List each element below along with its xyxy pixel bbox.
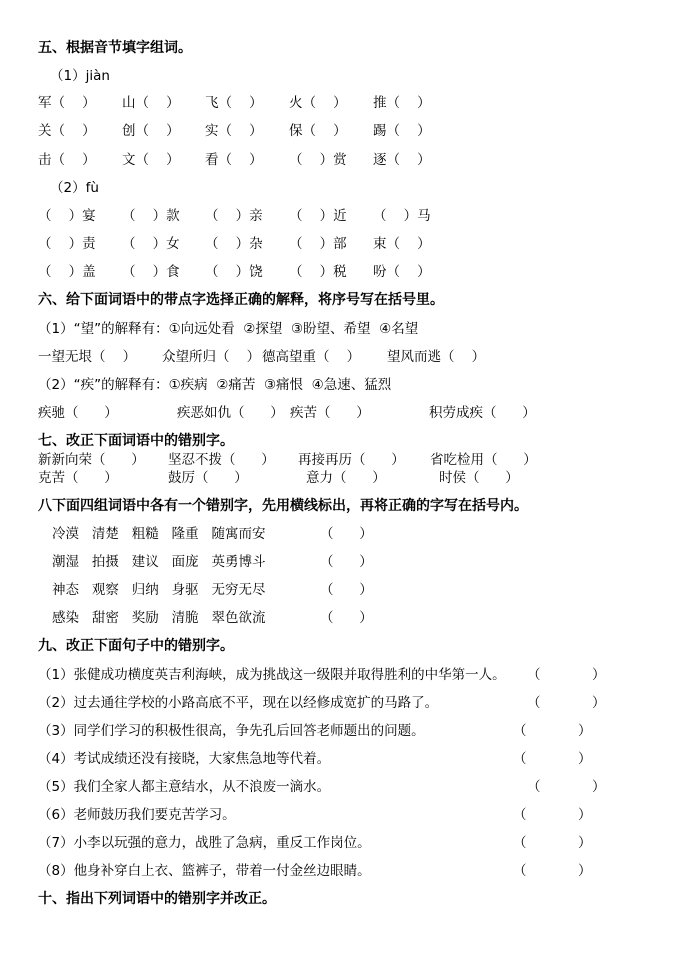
fill-cell: 实（ ） <box>205 123 263 139</box>
word-group: 冷漠 清楚 粗糙 隆重 随寓而安 <box>52 526 266 542</box>
fill-cell: 飞（ ） <box>205 95 263 111</box>
fill-cell: 逐（ ） <box>373 152 431 168</box>
fill-cell: 山（ ） <box>122 95 180 111</box>
answer-item: 新新向荣（ ） <box>38 452 145 468</box>
answer-item: 积劳成疾（ ） <box>429 405 536 421</box>
fill-cell: 踢（ ） <box>373 123 431 139</box>
fill-cell: （ ）亲 <box>205 208 263 224</box>
answer-item: 疾恶如仇（ ） <box>177 405 284 421</box>
answer-item: 疾苦（ ） <box>290 405 370 421</box>
word-group: 神态 观察 归纳 身驱 无穷无尽 <box>52 582 266 598</box>
fill-cell: （ ）女 <box>122 236 180 252</box>
section-9-heading: 九、改正下面句子中的错别字。 <box>38 638 234 654</box>
answer-paren: （ ） <box>320 554 373 570</box>
sentence-item: （2）过去通往学校的小路高底不平，现在以经修成宽扩的马路了。 <box>38 695 439 711</box>
fill-cell: （ ）食 <box>122 264 180 280</box>
fill-cell: （ ）杂 <box>205 236 263 252</box>
fill-cell: 创（ ） <box>122 123 180 139</box>
fill-cell: （ ）款 <box>122 208 180 224</box>
fill-cell: 关（ ） <box>38 123 96 139</box>
section-6-q2: （2）“疾”的解释有：①疾病 ②痛苦 ③痛恨 ④急速、猛烈 <box>38 377 392 393</box>
sentence-item: （5）我们全家人都主意结水，从不浪废一滴水。 <box>38 779 331 795</box>
section-5-sub2: （2）fù <box>50 180 99 196</box>
answer-paren: （ ） <box>513 723 592 739</box>
answer-paren: （ ） <box>527 667 606 683</box>
answer-item: 众望所归（ ） <box>162 349 261 365</box>
answer-paren: （ ） <box>320 526 373 542</box>
answer-item: 疾驰（ ） <box>38 405 118 421</box>
sentence-item: （7）小李以玩强的意力，战胜了急病，重反工作岗位。 <box>38 835 371 851</box>
answer-paren: （ ） <box>513 807 592 823</box>
answer-item: 克苦（ ） <box>38 470 118 486</box>
fill-cell: 文（ ） <box>122 152 180 168</box>
answer-item: 坚忍不拨（ ） <box>168 452 275 468</box>
answer-paren: （ ） <box>513 835 592 851</box>
sentence-item: （1）张健成功横度英吉利海峡，成为挑战这一级限并取得胜利的中华第一人。 <box>38 667 506 683</box>
answer-paren: （ ） <box>513 751 592 767</box>
answer-item: 望风而逃（ ） <box>387 349 486 365</box>
answer-paren: （ ） <box>320 610 373 626</box>
section-10-heading: 十、指出下列词语中的错别字并改正。 <box>38 891 276 907</box>
fill-cell: （ ）部 <box>289 236 347 252</box>
answer-item: 省吃检用（ ） <box>430 452 537 468</box>
fill-cell: 军（ ） <box>38 95 96 111</box>
section-6-q1: （1）“望”的解释有：①向远处看 ②探望 ③盼望、希望 ④名望 <box>38 321 419 337</box>
answer-paren: （ ） <box>513 863 592 879</box>
section-7-heading: 七、改正下面词语中的错别字。 <box>38 433 234 449</box>
word-group: 感染 甜密 奖励 清脆 翠色欲流 <box>52 610 266 626</box>
answer-item: 鼓厉（ ） <box>168 470 248 486</box>
fill-cell: 看（ ） <box>205 152 263 168</box>
section-6-heading: 六、给下面词语中的带点字选择正确的解释，将序号写在括号里。 <box>38 292 444 308</box>
fill-cell: 保（ ） <box>289 123 347 139</box>
section-5-heading: 五、根据音节填字组词。 <box>38 40 192 56</box>
fill-cell: （ ）马 <box>373 208 431 224</box>
fill-cell: （ ）盖 <box>38 264 96 280</box>
answer-item: 时侯（ ） <box>439 470 519 486</box>
fill-cell: （ ）税 <box>289 264 347 280</box>
answer-item: 再接再历（ ） <box>298 452 405 468</box>
fill-cell: 束（ ） <box>373 236 431 252</box>
answer-item: 德高望重（ ） <box>262 349 361 365</box>
answer-item: 意力（ ） <box>306 470 386 486</box>
section-5-sub1: （1）jiàn <box>50 68 110 84</box>
answer-paren: （ ） <box>320 582 373 598</box>
sentence-item: （4）考试成绩还没有接晓，大家焦急地等代着。 <box>38 751 331 767</box>
fill-cell: （ ）宴 <box>38 208 96 224</box>
word-group: 潮湿 拍摄 建议 面庞 英勇博斗 <box>52 554 266 570</box>
answer-paren: （ ） <box>527 695 606 711</box>
section-8-heading: 八下面四组词语中各有一个错别字，先用横线标出，再将正确的字写在括号内。 <box>38 498 528 514</box>
fill-cell: （ ）饶 <box>205 264 263 280</box>
fill-cell: 吩（ ） <box>373 264 431 280</box>
fill-cell: 火（ ） <box>289 95 347 111</box>
fill-cell: （ ）责 <box>38 236 96 252</box>
answer-item: 一望无垠（ ） <box>38 349 137 365</box>
sentence-item: （8）他身补穿白上衣、篮裤子，带着一付金丝边眼睛。 <box>38 863 371 879</box>
fill-cell: 击（ ） <box>38 152 96 168</box>
answer-paren: （ ） <box>527 779 606 795</box>
sentence-item: （3）同学们学习的积极性很高，争先孔后回答老师题出的问题。 <box>38 723 425 739</box>
sentence-item: （6）老师鼓历我们要克苦学习。 <box>38 807 236 823</box>
fill-cell: （ ）赏 <box>289 152 347 168</box>
fill-cell: （ ）近 <box>289 208 347 224</box>
fill-cell: 推（ ） <box>373 95 431 111</box>
